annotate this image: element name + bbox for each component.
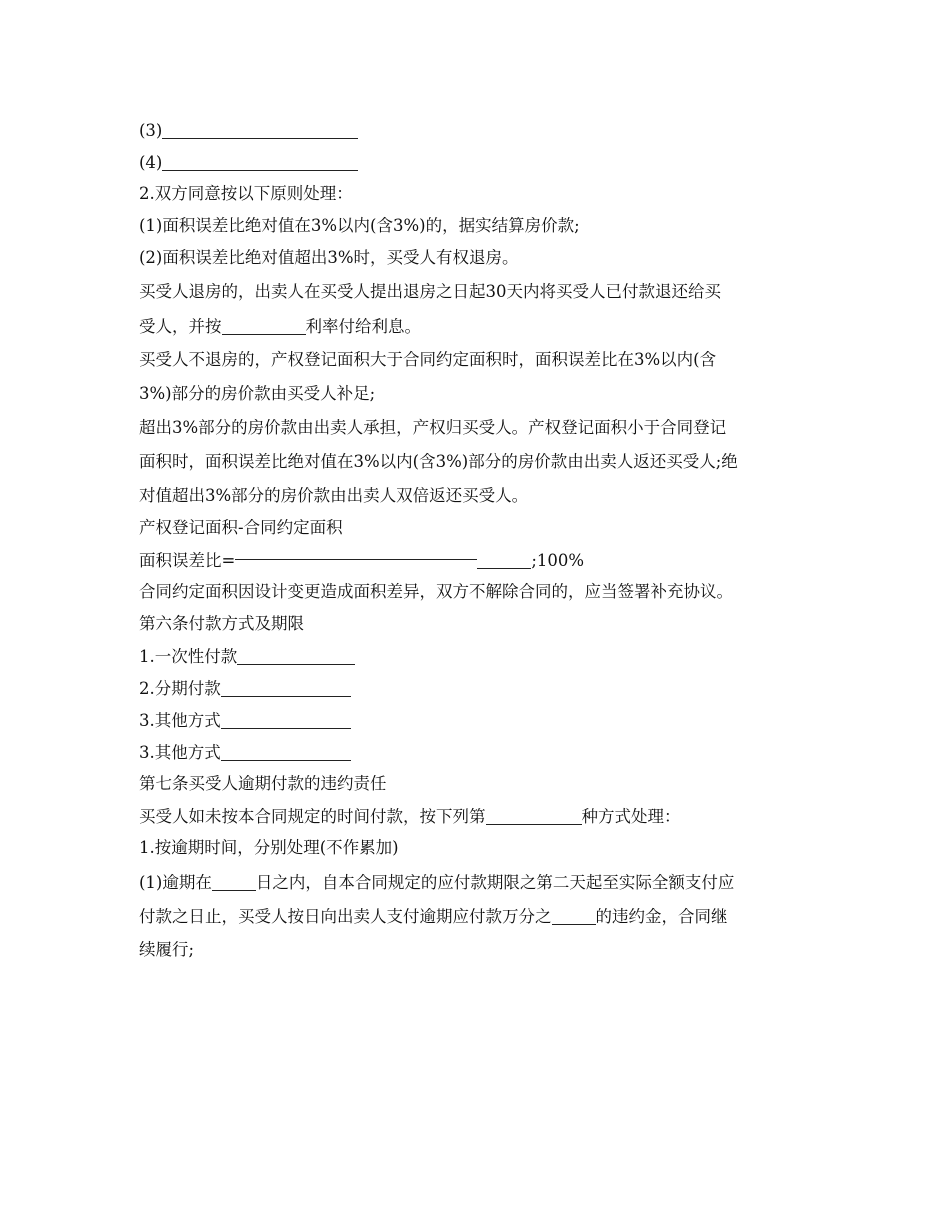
overdue-clause-line-3: 续履行; bbox=[139, 940, 195, 959]
formula-numerator: 产权登记面积-合同约定面积 bbox=[139, 518, 343, 537]
principle-heading: 2.双方同意按以下原则处理： bbox=[139, 184, 353, 203]
no-refund-line-1: 买受人不退房的，产权登记面积大于合同约定面积时，面积误差比在3%以内(含 bbox=[139, 350, 717, 369]
item-3-blank[interactable] bbox=[162, 120, 358, 139]
item-4-line bbox=[139, 149, 819, 181]
late-payment-intro bbox=[139, 803, 819, 835]
overdue-rule-heading: 1.按逾期时间，分别处理(不作累加) bbox=[139, 838, 399, 857]
payment-option-3a-blank[interactable] bbox=[221, 710, 351, 729]
payment-option-2 bbox=[139, 675, 819, 707]
payment-option-3b-label: 3.其他方式 bbox=[139, 743, 221, 762]
formula-suffix: ;100% bbox=[531, 551, 585, 570]
overdue-clause-line-2 bbox=[139, 903, 819, 937]
design-change-clause: 合同约定面积因设计变更造成面积差异，双方不解除合同的，应当签署补充协议。 bbox=[139, 582, 733, 601]
penalty-rate-blank[interactable] bbox=[552, 906, 596, 925]
overdue-text-d: 的违约金，合同继 bbox=[595, 907, 728, 926]
no-refund-line-2: 3%)部分的房价款由买受人补足; bbox=[139, 384, 376, 403]
payment-option-3b-blank[interactable] bbox=[221, 742, 351, 761]
refund-text-b: 利率付给利息。 bbox=[305, 317, 421, 336]
overdue-text-c: 付款之日止，买受人按日向出卖人支付逾期应付款万分之 bbox=[139, 907, 552, 926]
method-number-blank[interactable] bbox=[486, 806, 582, 825]
contract-page bbox=[139, 117, 819, 969]
article-7-heading: 第七条买受人逾期付款的违约责任 bbox=[139, 774, 387, 793]
item-4-blank[interactable] bbox=[162, 152, 358, 171]
refund-text-a: 受人，并按 bbox=[139, 317, 222, 336]
principle-2: (2)面积误差比绝对值超出3%时，买受人有权退房。 bbox=[139, 248, 519, 267]
overdue-clause-line-1 bbox=[139, 869, 819, 903]
excess-line-3: 对值超出3%部分的房价款由出卖人双倍返还买受人。 bbox=[139, 486, 529, 505]
principle-1: (1)面积误差比绝对值在3%以内(含3%)的，据实结算房价款; bbox=[139, 216, 580, 235]
formula-blank[interactable] bbox=[477, 550, 531, 569]
payment-option-1-blank[interactable] bbox=[237, 646, 355, 665]
article-6-heading: 第六条付款方式及期限 bbox=[139, 614, 304, 633]
item-4-label: (4) bbox=[139, 153, 163, 172]
excess-line-2: 面积时，面积误差比绝对值在3%以内(含3%)部分的房价款由出卖人返还买受人;绝 bbox=[139, 452, 738, 471]
payment-option-3b bbox=[139, 739, 819, 771]
interest-rate-blank[interactable] bbox=[222, 316, 306, 335]
formula-line bbox=[139, 547, 819, 579]
excess-line-1: 超出3%部分的房价款由出卖人承担，产权归买受人。产权登记面积小于合同登记 bbox=[139, 418, 727, 437]
overdue-text-a: (1)逾期在 bbox=[139, 873, 212, 892]
payment-option-2-blank[interactable] bbox=[221, 678, 351, 697]
payment-option-1-label: 1.一次性付款 bbox=[139, 647, 238, 666]
overdue-text-b: 日之内，自本合同规定的应付款期限之第二天起至实际全额支付应 bbox=[255, 873, 735, 892]
payment-option-1 bbox=[139, 643, 819, 675]
payment-option-3a-label: 3.其他方式 bbox=[139, 711, 221, 730]
refund-paragraph-line-1: 买受人退房的，出卖人在买受人提出退房之日起30天内将买受人已付款退还给买 bbox=[139, 282, 721, 301]
payment-option-3a bbox=[139, 707, 819, 739]
refund-paragraph-line-2 bbox=[139, 313, 819, 347]
item-3-line bbox=[139, 117, 819, 149]
formula-label: 面积误差比= bbox=[139, 551, 236, 570]
item-3-label: (3) bbox=[139, 121, 163, 140]
late-payment-text-a: 买受人如未按本合同规定的时间付款，按下列第 bbox=[139, 807, 486, 826]
overdue-days-blank[interactable] bbox=[212, 872, 256, 891]
payment-option-2-label: 2.分期付款 bbox=[139, 679, 221, 698]
late-payment-text-b: 种方式处理： bbox=[581, 807, 681, 826]
fraction-bar bbox=[235, 559, 477, 560]
